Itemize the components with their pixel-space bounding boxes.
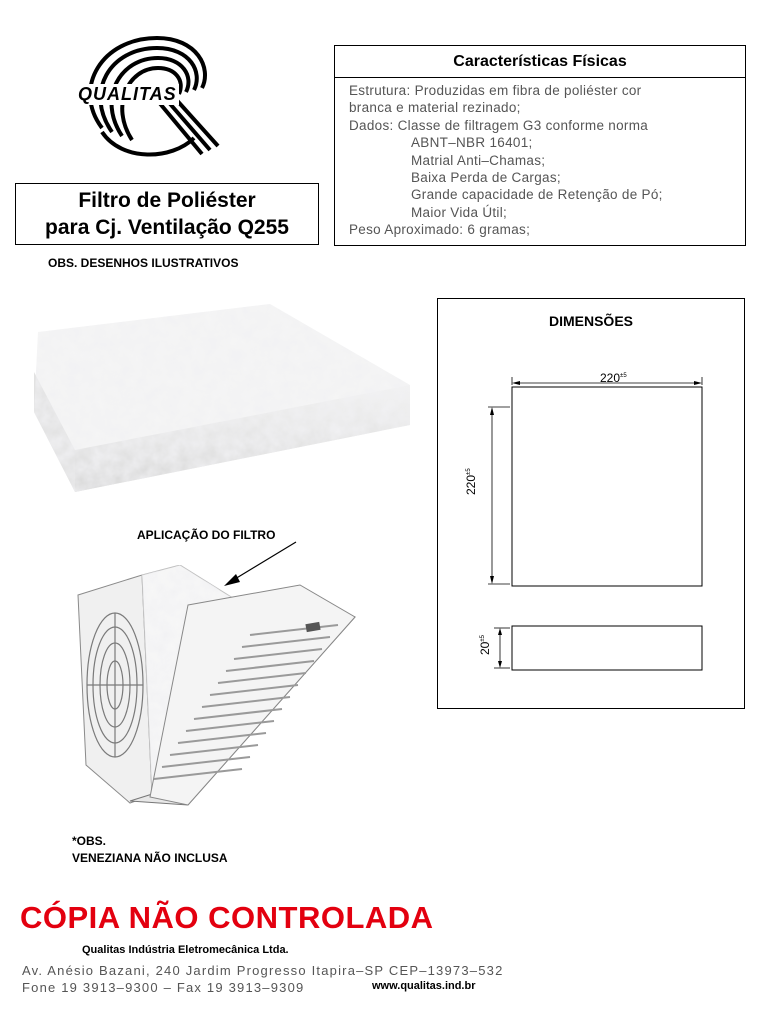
- width-value: 220: [600, 371, 621, 385]
- application-image: [70, 565, 360, 810]
- front-view-rect: [512, 387, 702, 586]
- char-line: Baixa Perda de Cargas;: [411, 170, 561, 186]
- filter-pad-image: [30, 300, 415, 500]
- char-line: ABNT–NBR 16401;: [411, 135, 533, 151]
- application-label: APLICAÇÃO DO FILTRO: [137, 528, 276, 542]
- height-dimension: [464, 468, 478, 495]
- char-line: Estrutura: Produzidas em fibra de poliéster cor: [349, 83, 642, 98]
- width-dimension: [600, 371, 627, 385]
- side-view-rect: [512, 626, 702, 670]
- char-line: Maior Vida Útil;: [411, 204, 508, 220]
- char-line: branca e material rezinado;: [349, 100, 521, 116]
- dimensions-box: [437, 298, 745, 709]
- char-line: Dados: Classe de filtragem G3 conforme norma: [349, 117, 649, 133]
- company-name: Qualitas Indústria Eletromecânica Ltda.: [82, 944, 289, 956]
- illustrative-note: OBS. DESENHOS ILUSTRATIVOS: [48, 256, 239, 270]
- obs-label: *OBS.: [72, 834, 107, 848]
- characteristics-box: [334, 45, 746, 246]
- height-value: 220: [464, 474, 478, 495]
- uncontrolled-copy-stamp: CÓPIA NÃO CONTROLADA: [20, 900, 434, 935]
- logo-text: QUALITAS: [78, 84, 177, 104]
- characteristics-heading: Características Físicas: [335, 46, 745, 78]
- char-line: Peso Aproximado: 6 gramas;: [349, 222, 531, 238]
- product-title-line2: para Cj. Ventilação Q255: [45, 216, 289, 239]
- product-title-box: [15, 183, 319, 245]
- dimensions-title: DIMENSÕES: [548, 313, 633, 329]
- thickness-tolerance: ±5: [480, 635, 486, 642]
- company-logo: [62, 28, 222, 168]
- product-title-line1: Filtro de Poliéster: [78, 189, 256, 212]
- louver-note: VENEZIANA NÃO INCLUSA: [72, 851, 228, 865]
- height-tolerance: ±5: [466, 468, 472, 475]
- char-line: Grande capacidade de Retenção de Pó;: [411, 187, 663, 203]
- company-address: Av. Anésio Bazani, 240 Jardim Progresso Itapira–SP CEP–13973–532: [22, 963, 504, 978]
- thickness-dimension: [478, 635, 492, 655]
- width-tolerance: ±5: [620, 373, 627, 379]
- char-line: Matrial Anti–Chamas;: [411, 152, 546, 168]
- characteristics-list: [335, 78, 745, 239]
- thickness-value: 20: [478, 641, 492, 655]
- company-phones: Fone 19 3913–9300 – Fax 19 3913–9309: [22, 980, 305, 995]
- website-link[interactable]: www.qualitas.ind.br: [372, 980, 476, 992]
